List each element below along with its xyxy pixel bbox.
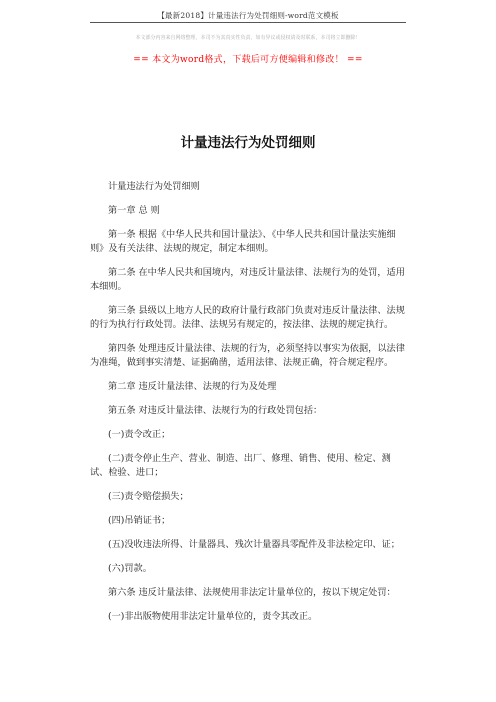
disclaimer-text: 本文部分内容来自网络整理，本司不为其真实性负责，如有异议或侵权请及时联系，本司将立即删除！ bbox=[135, 35, 361, 41]
paragraph: 第四条 处理违反计量法律、法规的行为，必须坚持以事实为依据，以法律为准绳，做到事实清楚、证据确凿，适用法律、法规正确，符合规定程序。 bbox=[90, 343, 405, 368]
chapter-heading: 第一章 总 则 bbox=[108, 205, 160, 216]
word-format-notice: == 本文为word格式，下载后可方便编辑和修改！ == bbox=[133, 55, 363, 65]
paragraph: 计量违法行为处罚细则 bbox=[108, 181, 200, 192]
paragraph: 第一条 根据《中华人民共和国计量法》、《中华人民共和国计量法实施细则》及有关法律、法规的规定，制定本细则。 bbox=[90, 229, 396, 254]
list-item: (二)责令停止生产、营业、制造、出厂、修理、销售、使用、检定、测试、检验、进口； bbox=[90, 453, 391, 478]
list-item: (五)没收违法所得、计量器具、残次计量器具零配件及非法检定印、证； bbox=[108, 539, 400, 550]
list-item: (四)吊销证书； bbox=[108, 515, 171, 526]
paragraph: 第二条 在中华人民共和国境内，对违反计量法律、法规行为的处罚，适用本细则。 bbox=[90, 267, 405, 292]
paragraph: 第六条 违反计量法律、法规使用非法定计量单位的，按以下规定处罚： bbox=[108, 587, 396, 598]
list-item: (一)责令改正； bbox=[108, 429, 171, 440]
list-item: (三)责令赔偿损失； bbox=[108, 491, 189, 502]
paragraph: 第五条 对违反计量法律、法规行为的行政处罚包括： bbox=[108, 405, 323, 416]
list-item: (六)罚款。 bbox=[108, 563, 152, 574]
chapter-heading: 第二章 违反计量法律、法规的行为及处理 bbox=[108, 381, 277, 392]
list-item: (一)非出版物使用非法定计量单位的，责令其改正。 bbox=[108, 611, 318, 622]
document-body bbox=[90, 180, 408, 634]
header-title: 【最新2018】计量违法行为处罚细则-word范文模板 bbox=[157, 11, 339, 20]
paragraph: 第三条 县级以上地方人民的政府计量行政部门负责对违反计量法律、法规的行为执行行政处罚。法律、法规另有规定的，按法律、法规的规定执行。 bbox=[90, 305, 405, 330]
header-divider bbox=[90, 22, 406, 23]
document-title: 计量违法行为处罚细则 bbox=[180, 135, 316, 151]
